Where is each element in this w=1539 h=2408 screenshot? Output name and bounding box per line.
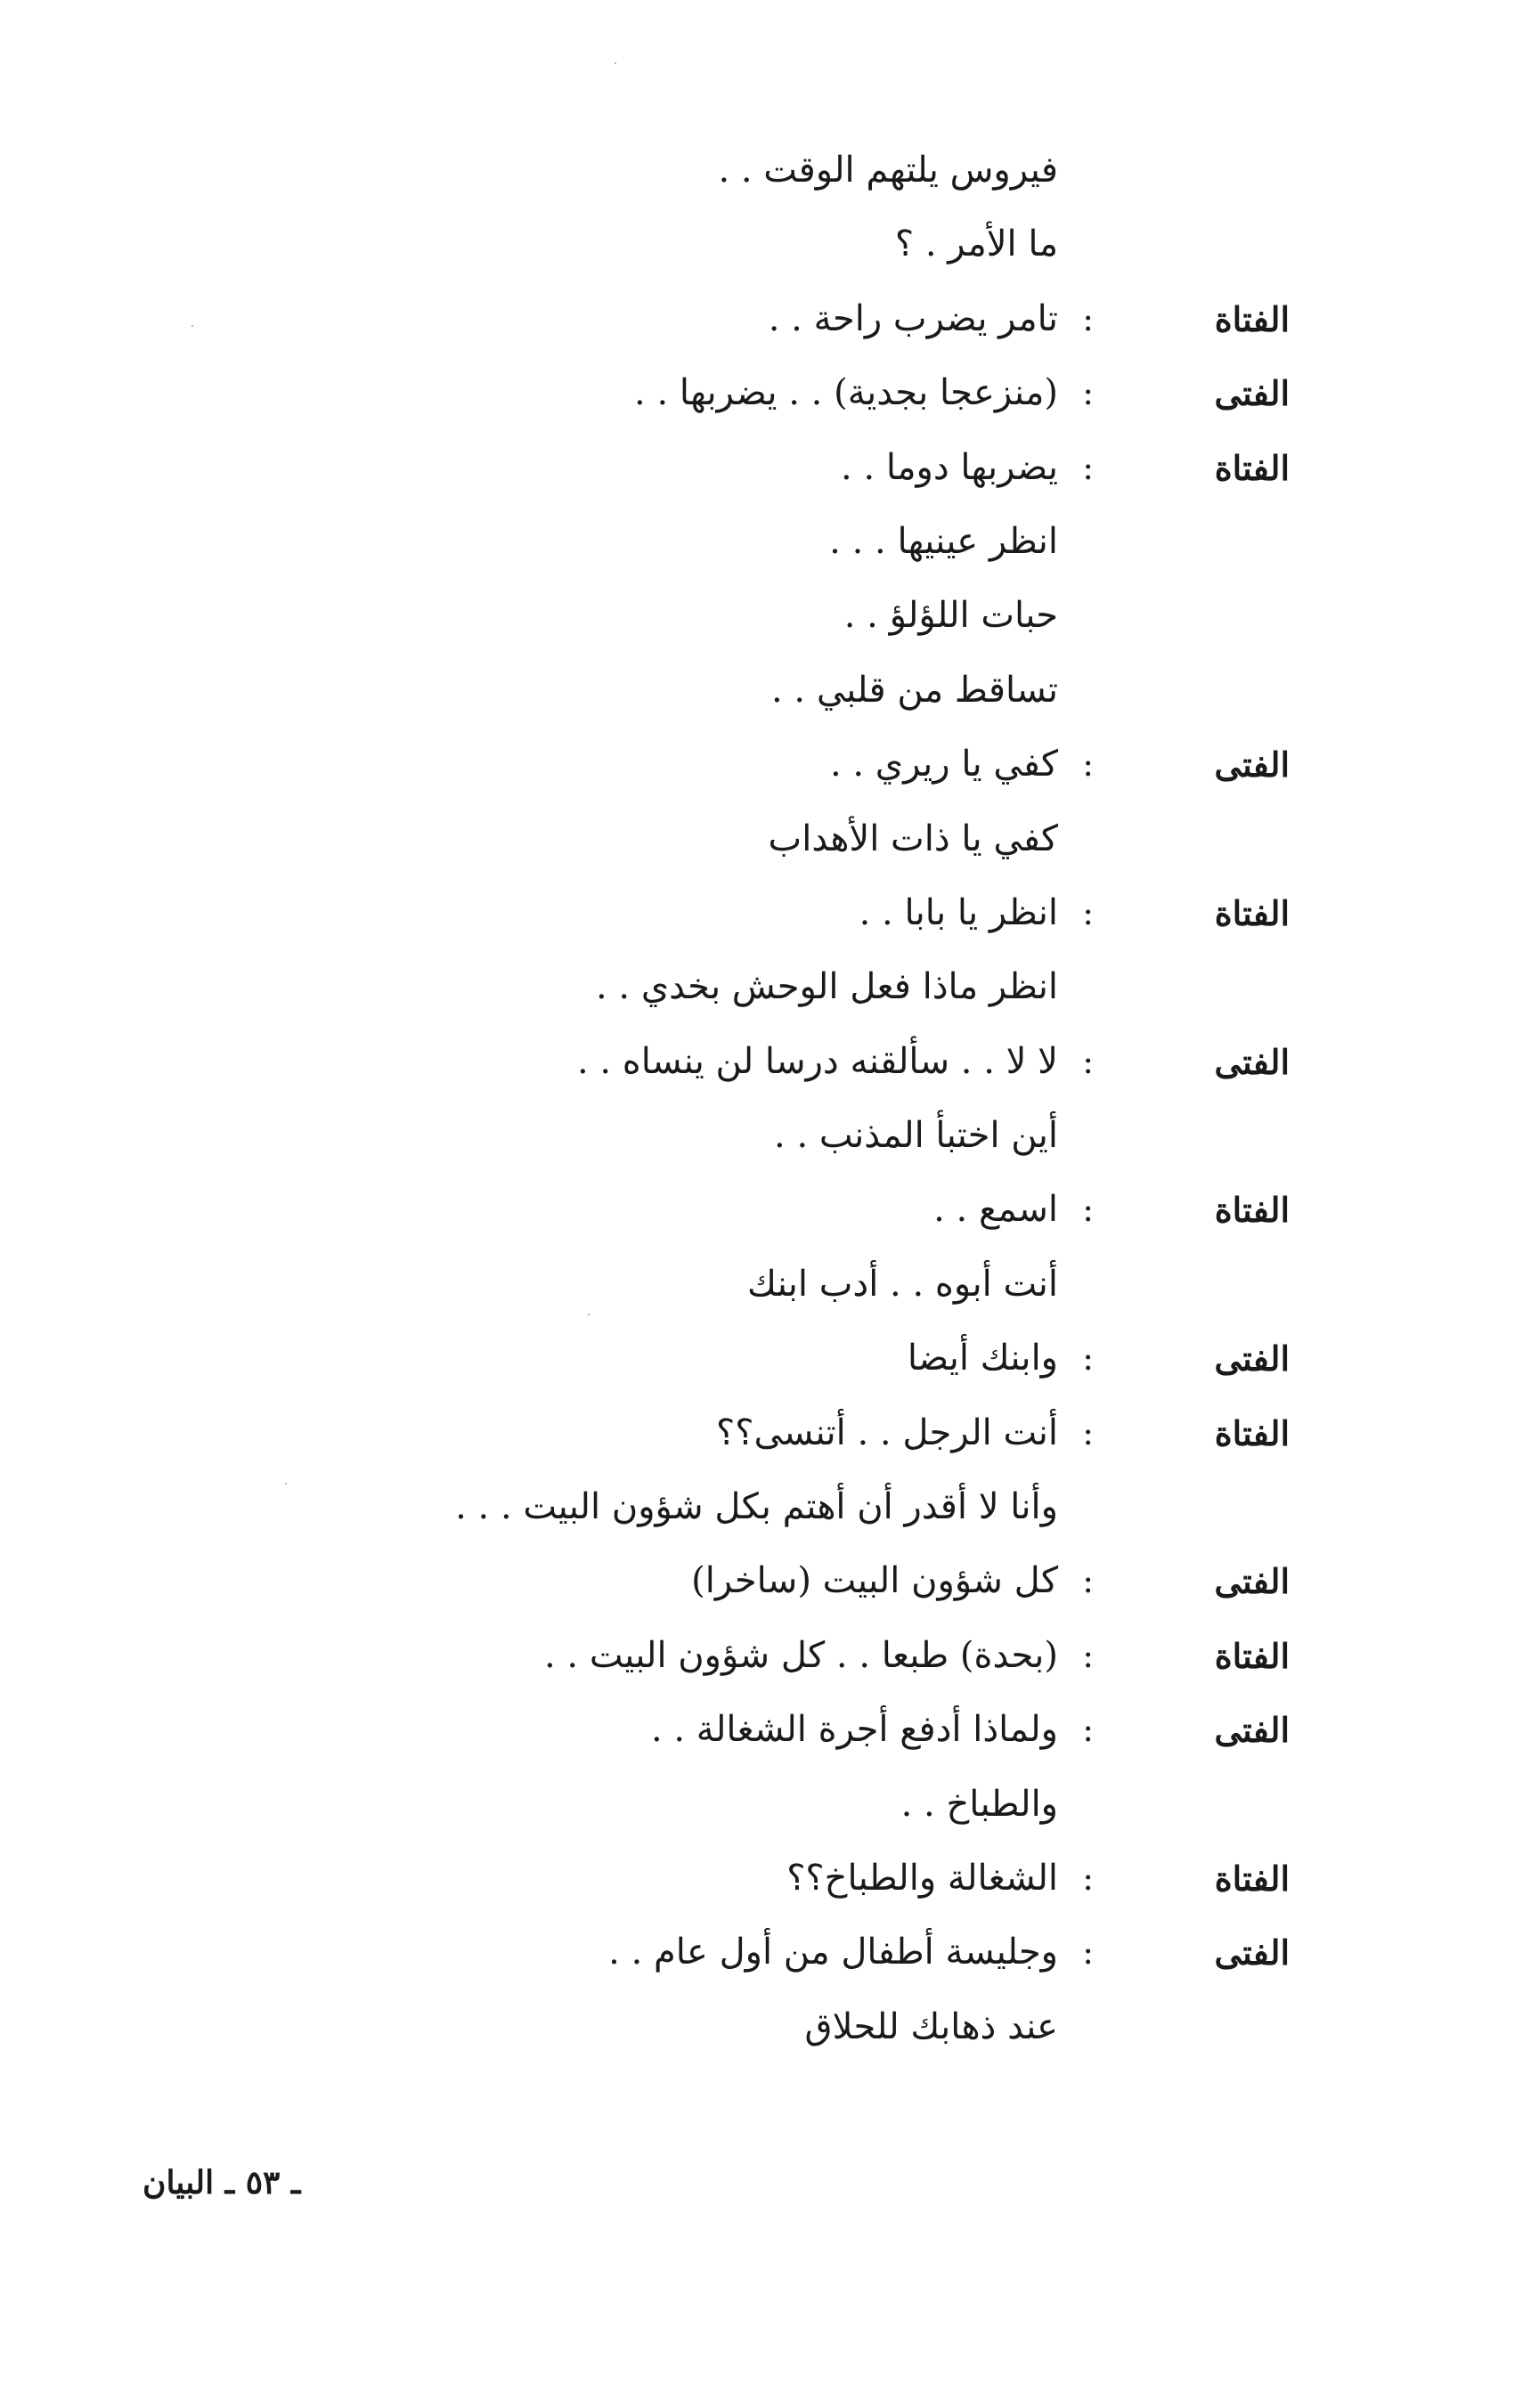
line-text: وجليسة أطفال من أول عام . . [608, 1932, 1058, 1973]
line-text: وابنك أيضا [907, 1338, 1058, 1379]
paper-speck [588, 1314, 590, 1315]
dialogue-block [0, 134, 1539, 2064]
dialogue-line [0, 1099, 1539, 1173]
line-text: يضربها دوما . . [841, 446, 1058, 488]
line-text: انظر يا بابا . . [859, 891, 1058, 933]
speaker-name: الفتى [1214, 1710, 1290, 1751]
speaker-colon: : [1082, 892, 1094, 932]
speaker-name: الفتاة [1214, 1412, 1290, 1453]
dialogue-line [0, 1693, 1539, 1767]
dialogue-line [0, 728, 1539, 801]
dialogue-line [0, 1248, 1539, 1322]
speaker-colon: : [1082, 1190, 1094, 1230]
line-text: انظر عينيها . . . [829, 520, 1058, 562]
line-text: تساقط من قلبي . . [770, 669, 1058, 711]
speaker-name: الفتى [1214, 1338, 1290, 1379]
speaker-name: الفتى [1214, 1932, 1290, 1973]
line-text: والطباخ . . [900, 1783, 1058, 1825]
dialogue-line [0, 1173, 1539, 1247]
dialogue-line [0, 876, 1539, 950]
line-text: أنت أبوه . . أدب ابنك [746, 1263, 1058, 1305]
speaker-name: الفتى [1214, 744, 1290, 785]
speaker-colon: : [1082, 1932, 1094, 1973]
paper-speck [285, 1483, 287, 1485]
dialogue-line [0, 1544, 1539, 1618]
dialogue-line [0, 282, 1539, 356]
dialogue-line [0, 1470, 1539, 1544]
line-text: كفي يا ريري . . [829, 744, 1058, 785]
dialogue-line [0, 207, 1539, 281]
page-footer: ـ ٥٣ ـ البيان [142, 2164, 301, 2201]
dialogue-line [0, 134, 1539, 207]
speaker-colon: : [1082, 744, 1094, 785]
dialogue-line [0, 579, 1539, 653]
line-text: (منزعجا بجدية) . . يضربها . . [634, 372, 1058, 414]
line-text: كل شؤون البيت (ساخرا) [691, 1560, 1058, 1602]
line-text: وأنا لا أقدر أن أهتم بكل شؤون البيت . . . [455, 1486, 1058, 1528]
speaker-colon: : [1082, 1635, 1094, 1675]
speaker-colon: : [1082, 1338, 1094, 1379]
speaker-colon: : [1082, 1561, 1094, 1601]
dialogue-line [0, 1025, 1539, 1099]
speaker-colon: : [1082, 1412, 1094, 1452]
speaker-colon: : [1082, 373, 1094, 413]
line-text: (بحدة) طبعا . . كل شؤون البيت . . [543, 1634, 1058, 1676]
line-text: عند ذهابك للحلاق [804, 2005, 1058, 2047]
speaker-colon: : [1082, 298, 1094, 338]
speaker-name: الفتاة [1214, 298, 1290, 339]
dialogue-line [0, 950, 1539, 1024]
speaker-colon: : [1082, 1858, 1094, 1898]
speaker-colon: : [1082, 447, 1094, 487]
line-text: ما الأمر . ؟ [894, 224, 1058, 265]
speaker-name: الفتاة [1214, 1190, 1290, 1231]
dialogue-line [0, 1768, 1539, 1842]
line-text: انظر ماذا فعل الوحش بخدي . . [595, 966, 1058, 1008]
dialogue-line [0, 505, 1539, 579]
dialogue-line [0, 1322, 1539, 1395]
line-text: الشغالة والطباخ؟؟ [786, 1857, 1058, 1899]
line-text: فيروس يلتهم الوقت . . [718, 150, 1058, 191]
dialogue-line [0, 356, 1539, 430]
speaker-name: الفتاة [1214, 1858, 1290, 1899]
paper-speck [191, 325, 193, 327]
line-text: اسمع . . [933, 1189, 1058, 1231]
dialogue-line [0, 1619, 1539, 1693]
speaker-name: الفتاة [1214, 1635, 1290, 1676]
line-text: أنت الرجل . . أتنسى؟؟ [715, 1411, 1058, 1453]
line-text: تامر يضرب راحة . . [768, 297, 1058, 339]
speaker-colon: : [1082, 1710, 1094, 1750]
paper-speck [615, 62, 616, 64]
line-text: حبات اللؤلؤ . . [843, 595, 1058, 637]
speaker-name: الفتاة [1214, 447, 1290, 488]
dialogue-line [0, 802, 1539, 876]
dialogue-line [0, 1842, 1539, 1916]
dialogue-line [0, 654, 1539, 728]
dialogue-line [0, 1990, 1539, 2064]
line-text: ولماذا أدفع أجرة الشغالة . . [650, 1709, 1058, 1751]
speaker-colon: : [1082, 1041, 1094, 1081]
line-text: لا لا . . سألقنه درسا لن ينساه . . [576, 1040, 1058, 1082]
speaker-name: الفتى [1214, 1041, 1290, 1082]
line-text: كفي يا ذات الأهداب [768, 818, 1058, 859]
dialogue-line [0, 1916, 1539, 1989]
speaker-name: الفتى [1214, 1561, 1290, 1602]
line-text: أين اختبأ المذنب . . [774, 1115, 1058, 1157]
speaker-name: الفتاة [1214, 892, 1290, 933]
dialogue-line [0, 1396, 1539, 1470]
speaker-name: الفتى [1214, 373, 1290, 414]
dialogue-line [0, 431, 1539, 505]
